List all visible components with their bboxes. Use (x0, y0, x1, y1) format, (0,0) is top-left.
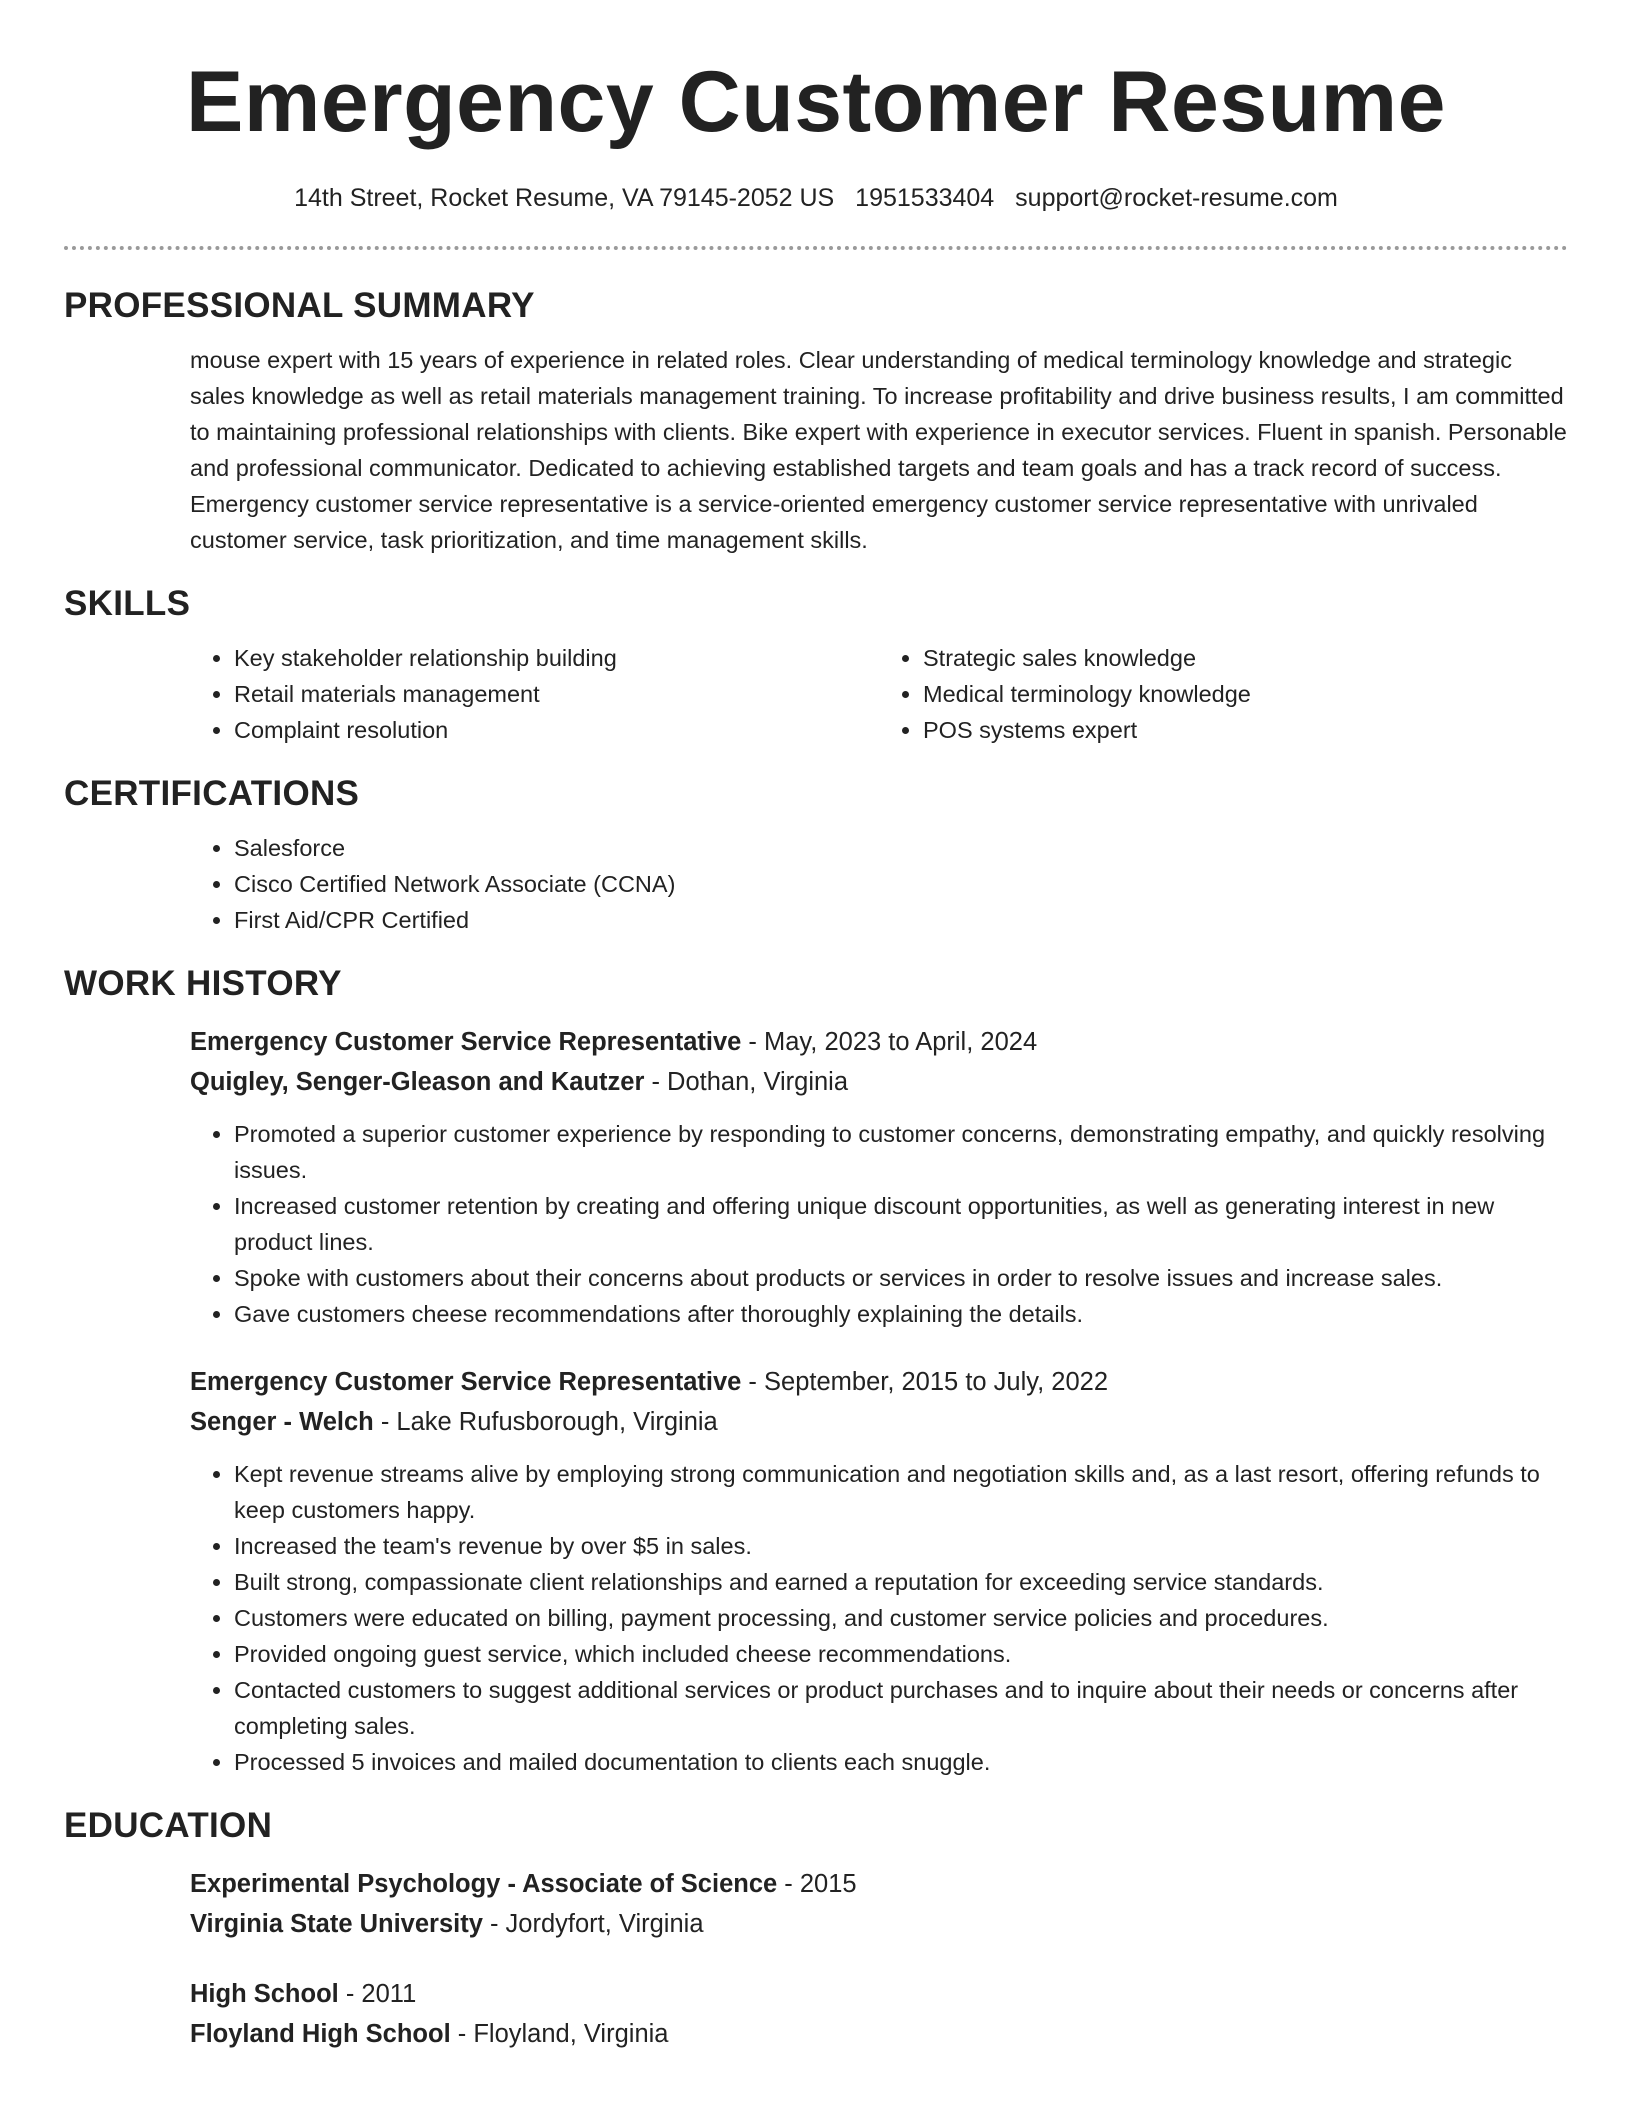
job-bullet: • Promoted a superior customer experience by responding to customer concerns, demonstrating empathy, and quickly resolving issues. (234, 1116, 1568, 1188)
certification-item: • Cisco Certified Network Associate (CCNA) (234, 866, 1568, 902)
contact-address: 14th Street, Rocket Resume, VA 79145-2052 US (294, 184, 835, 212)
education-heading: EDUCATION (64, 1806, 273, 1845)
skill-item: • Complaint resolution (234, 712, 879, 748)
job-entry (64, 1022, 1568, 1332)
job-bullet: • Processed 5 invoices and mailed documentation to clients each snuggle. (234, 1744, 1568, 1780)
job-bullet: • Gave customers cheese recommendations after thoroughly explaining the details. (234, 1296, 1568, 1332)
education-degree: Experimental Psychology - Associate of Science (190, 1870, 778, 1898)
summary-heading: PROFESSIONAL SUMMARY (64, 286, 535, 325)
education-location: - Floyland, Virginia (450, 2020, 669, 2048)
job-bullets (190, 1456, 1568, 1780)
certifications-heading: CERTIFICATIONS (64, 774, 360, 813)
skills-heading: SKILLS (64, 584, 191, 623)
job-bullet: • Spoke with customers about their concerns about products or services in order to resolve issues and increase sales. (234, 1260, 1568, 1296)
education-year: - 2015 (777, 1870, 857, 1898)
job-entry (64, 1362, 1568, 1780)
job-title-line (190, 1362, 1568, 1402)
work-history-heading: WORK HISTORY (64, 964, 342, 1003)
header-divider (64, 246, 1568, 250)
skill-item: • Strategic sales knowledge (923, 640, 1568, 676)
job-bullet: • Increased customer retention by creating and offering unique discount opportunities, as well as generating interest in new product lines. (234, 1188, 1568, 1260)
education-degree-line (190, 1974, 1568, 2014)
education-degree: High School (190, 1980, 339, 2008)
job-role: Emergency Customer Service Representative (190, 1028, 742, 1056)
education-entry (64, 1974, 1568, 2054)
job-role: Emergency Customer Service Representative (190, 1368, 742, 1396)
job-bullet: • Increased the team's revenue by over $5 in sales. (234, 1528, 1568, 1564)
job-location: - Lake Rufusborough, Virginia (373, 1408, 718, 1436)
contact-phone: 1951533404 (855, 184, 995, 212)
skill-item: • Retail materials management (234, 676, 879, 712)
education-location: - Jordyfort, Virginia (482, 1910, 704, 1938)
education-school: Virginia State University (190, 1910, 483, 1938)
skills-column-right (879, 640, 1568, 748)
education-entry (64, 1864, 1568, 1944)
summary-text: mouse expert with 15 years of experience in related roles. Clear understanding of medical terminology knowledge and strategic sales knowledge as well as retail materials management training. To increase profitability and drive business results, I am committed to maintaining professional relationships with clients. Bike expert with experience in executor services. Fluent in spanish. Personable and professional communicator. Dedicated to achieving established targets and team goals and has a track record of success. Emergency customer service representative is a service-oriented emergency customer service representative with unrivaled customer service, task prioritization, and time management skills. (190, 347, 1567, 553)
skill-item: • Key stakeholder relationship building (234, 640, 879, 676)
job-bullets (190, 1116, 1568, 1332)
skill-item: • POS systems expert (923, 712, 1568, 748)
certifications-section (64, 830, 1568, 938)
education-school: Floyland High School (190, 2020, 451, 2048)
job-location: - Dothan, Virginia (644, 1068, 849, 1096)
skills-column-left (190, 640, 879, 748)
resume-name: Emergency Customer Resume (186, 54, 1446, 150)
job-company: Senger - Welch (190, 1408, 374, 1436)
job-bullet: • Kept revenue streams alive by employing strong communication and negotiation skills and, as a last resort, offering refunds to keep customers happy. (234, 1456, 1568, 1528)
job-bullet: • Contacted customers to suggest additional services or product purchases and to inquire about their needs or concerns after completing sales. (234, 1672, 1568, 1744)
job-dates: - May, 2023 to April, 2024 (741, 1028, 1038, 1056)
job-bullet: • Provided ongoing guest service, which included cheese recommendations. (234, 1636, 1568, 1672)
education-degree-line (190, 1864, 1568, 1904)
contact-line (64, 182, 1568, 214)
summary-section (64, 342, 1568, 558)
contact-email: support@rocket-resume.com (1015, 184, 1338, 212)
education-school-line (190, 2014, 1568, 2054)
certification-item: • First Aid/CPR Certified (234, 902, 1568, 938)
certification-item: • Salesforce (234, 830, 1568, 866)
job-title-line (190, 1022, 1568, 1062)
job-bullet: • Built strong, compassionate client relationships and earned a reputation for exceeding service standards. (234, 1564, 1568, 1600)
job-company-line (190, 1062, 1568, 1102)
job-company: Quigley, Senger-Gleason and Kautzer (190, 1068, 645, 1096)
education-school-line (190, 1904, 1568, 1944)
skill-item: • Medical terminology knowledge (923, 676, 1568, 712)
skills-list (64, 640, 1568, 748)
certifications-list (190, 830, 1568, 938)
education-year: - 2011 (338, 1980, 417, 2008)
job-company-line (190, 1402, 1568, 1442)
job-dates: - September, 2015 to July, 2022 (741, 1368, 1109, 1396)
job-bullet: • Customers were educated on billing, payment processing, and customer service policies and procedures. (234, 1600, 1568, 1636)
